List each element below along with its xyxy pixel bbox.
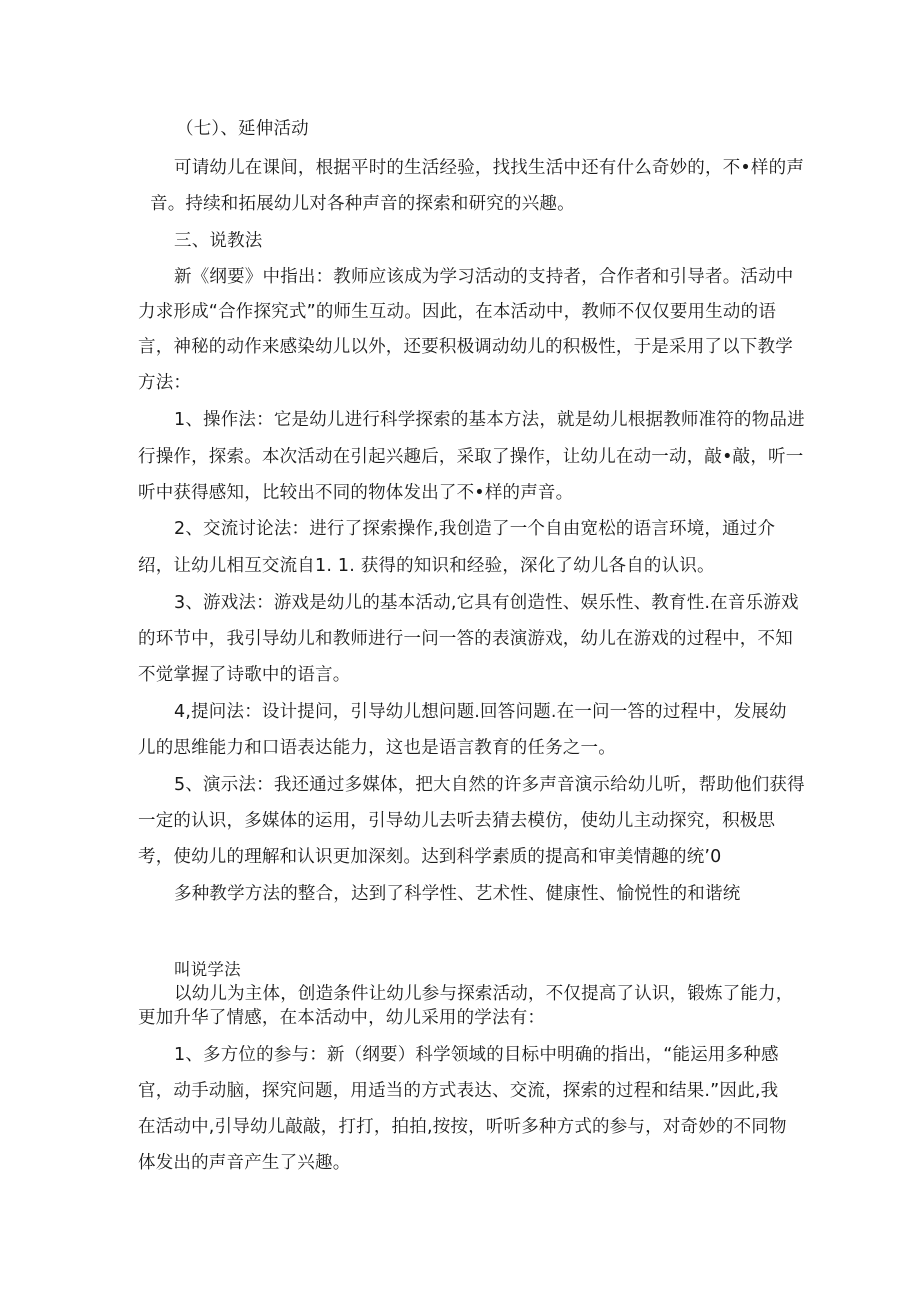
paragraph-line: 音。持续和拓展幼儿对各种声音的探索和研究的兴趣。 — [150, 194, 575, 214]
paragraph-line: 以幼儿为主体，创造条件让幼儿参与探索活动，不仅提高了认识，锻炼了能力， — [174, 984, 794, 1004]
paragraph-line: 的环节中，我引导幼儿和教师进行一问一答的表演游戏，幼儿在游戏的过程中，不知 — [138, 629, 793, 649]
paragraph-line: 2、交流讨论法：进行了探索操作,我创造了一个自由宽松的语言环境，通过介 — [174, 519, 776, 539]
heading-teaching-methods: 三、说教法 — [174, 231, 263, 251]
paragraph-line: 多种教学方法的整合，达到了科学性、艺术性、健康性、愉悦性的和谐统 — [174, 884, 741, 904]
paragraph-line: 不觉掌握了诗歌中的语言。 — [138, 665, 351, 685]
paragraph-line: 考，使幼儿的理解和认识更加深刻。达到科学素质的提高和审美情趣的统’0 — [138, 847, 722, 867]
paragraph-line: 体发出的声音产生了兴趣。 — [138, 1153, 351, 1173]
paragraph-line: 行操作，探索。本次活动在引起兴趣后，采取了操作，让幼儿在动一动，敲•敲，听一 — [138, 447, 804, 467]
paragraph-line: 3、游戏法：游戏是幼儿的基本活动,它具有创造性、娱乐性、教育性.在音乐游戏 — [174, 593, 799, 613]
paragraph-line: 儿的思维能力和口语表达能力，这也是语言教育的任务之一。 — [138, 738, 616, 758]
paragraph-line: 听中获得感知，比较出不同的物体发出了不•样的声音。 — [138, 483, 574, 503]
paragraph-line: 官，动手动脑，探究问题，用适当的方式表达、交流，探索的过程和结果.”因此,我 — [138, 1081, 779, 1101]
paragraph-line: 在活动中,引导幼儿敲敲，打打，拍拍,按按，听听多种方式的参与，对奇妙的不同物 — [138, 1117, 787, 1137]
paragraph-line: 力求形成“合作探究式”的师生互动。因此，在本活动中，教师不仅仅要用生动的语 — [138, 302, 777, 322]
paragraph-line: 言，神秘的动作来感染幼儿以外，还要积极调动幼儿的积极性，于是采用了以下教学 — [138, 337, 793, 357]
paragraph-line: 更加升华了情感，在本活动中，幼儿采用的学法有： — [138, 1008, 546, 1028]
paragraph-line: 新《纲要》中指出：教师应该成为学习活动的支持者，合作者和引导者。活动中 — [174, 267, 794, 287]
paragraph-line: 方法： — [138, 373, 192, 393]
paragraph-line: 绍，让幼儿相互交流自1. 1. 获得的知识和经验，深化了幼儿各自的认识。 — [138, 556, 715, 576]
paragraph-line: 1、多方位的参与：新（纲要）科学领域的目标中明确的指出，“能运用多种感 — [174, 1045, 779, 1065]
paragraph-line: 5、演示法：我还通过多媒体，把大自然的许多声音演示给幼儿听，帮助他们获得 — [174, 775, 805, 795]
heading-extension-activity: （七）、延伸活动 — [176, 119, 309, 139]
paragraph-line: 可请幼儿在课间，根据平时的生活经验，找找生活中还有什么奇妙的，不•样的声 — [174, 158, 805, 178]
heading-learning-methods: 叫说学法 — [174, 960, 241, 979]
paragraph-line: 一定的认识，多媒体的运用，引导幼儿去听去猜去模仿，使幼儿主动探究，积极思 — [138, 811, 776, 831]
paragraph-line: 1、操作法：它是幼儿进行科学探索的基本方法，就是幼儿根据教师准符的物品进 — [174, 410, 805, 430]
paragraph-line: 4,提问法：设计提问，引导幼儿想问题.回答问题.在一问一答的过程中，发展幼 — [174, 702, 787, 722]
